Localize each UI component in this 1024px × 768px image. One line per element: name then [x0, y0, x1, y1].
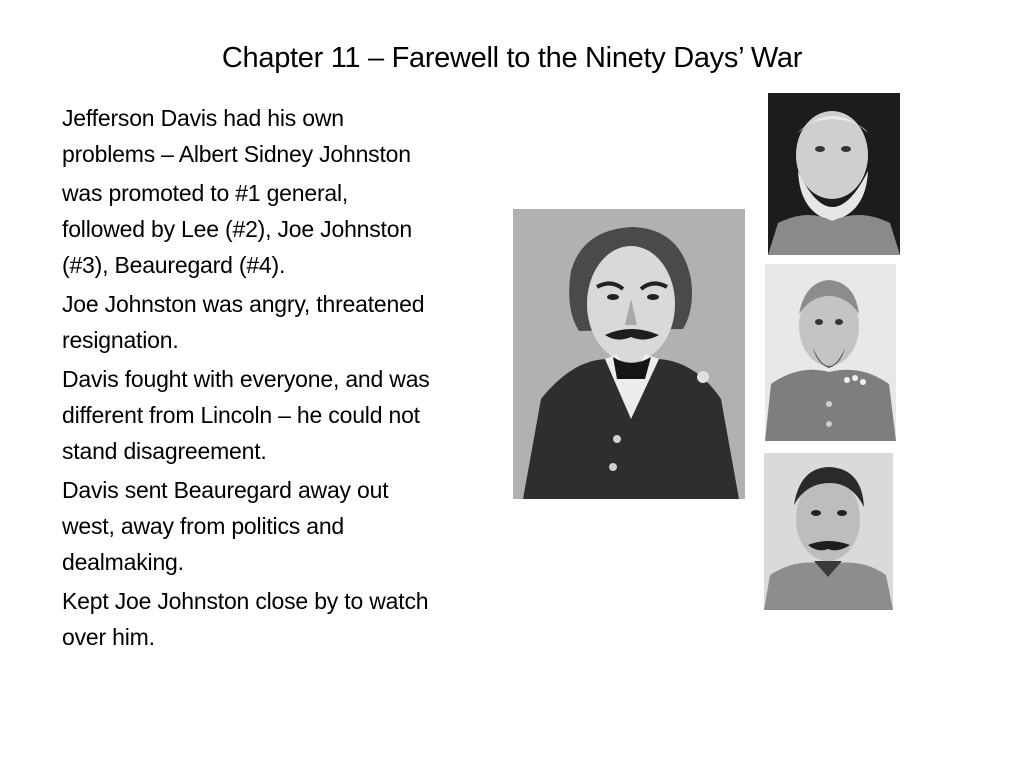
slide-title: Chapter 11 – Farewell to the Ninety Days’ War — [221, 42, 803, 74]
body-text — [62, 100, 512, 658]
paragraph-line: Davis fought with everyone, and was — [62, 366, 430, 392]
paragraph-line: Jefferson Davis had his own — [62, 105, 344, 131]
paragraph-line: Joe Johnston was angry, threatened — [62, 291, 425, 317]
portrait-top-right — [768, 93, 900, 255]
paragraph-line: (#3), Beauregard (#4). — [62, 252, 286, 278]
paragraph-line: resignation. — [62, 327, 179, 353]
paragraph-line: dealmaking. — [62, 549, 184, 575]
portrait-photo-image — [768, 93, 900, 255]
paragraph-line: different from Lincoln – he could not — [62, 402, 420, 428]
paragraph-line: Davis sent Beauregard away out — [62, 477, 389, 503]
paragraph-1 — [62, 100, 512, 172]
paragraph-2 — [62, 175, 512, 283]
portrait-photo-image — [764, 453, 893, 610]
paragraph-3 — [62, 286, 512, 358]
portrait-bottom-right — [764, 453, 893, 610]
portrait-middle-right — [765, 264, 896, 441]
paragraph-4 — [62, 361, 512, 469]
paragraph-5 — [62, 472, 512, 580]
paragraph-line: stand disagreement. — [62, 438, 267, 464]
paragraph-6 — [62, 583, 512, 655]
paragraph-line: problems – Albert Sidney Johnston — [62, 141, 411, 167]
paragraph-line: was promoted to #1 general, — [62, 180, 349, 206]
portrait-large-engraving — [513, 209, 745, 499]
paragraph-line: over him. — [62, 624, 155, 650]
paragraph-line: west, away from politics and — [62, 513, 345, 539]
portrait-engraving-image — [513, 209, 745, 499]
portrait-photo-image — [765, 264, 896, 441]
paragraph-line: Kept Joe Johnston close by to watch — [62, 588, 429, 614]
paragraph-line: followed by Lee (#2), Joe Johnston — [62, 216, 412, 242]
